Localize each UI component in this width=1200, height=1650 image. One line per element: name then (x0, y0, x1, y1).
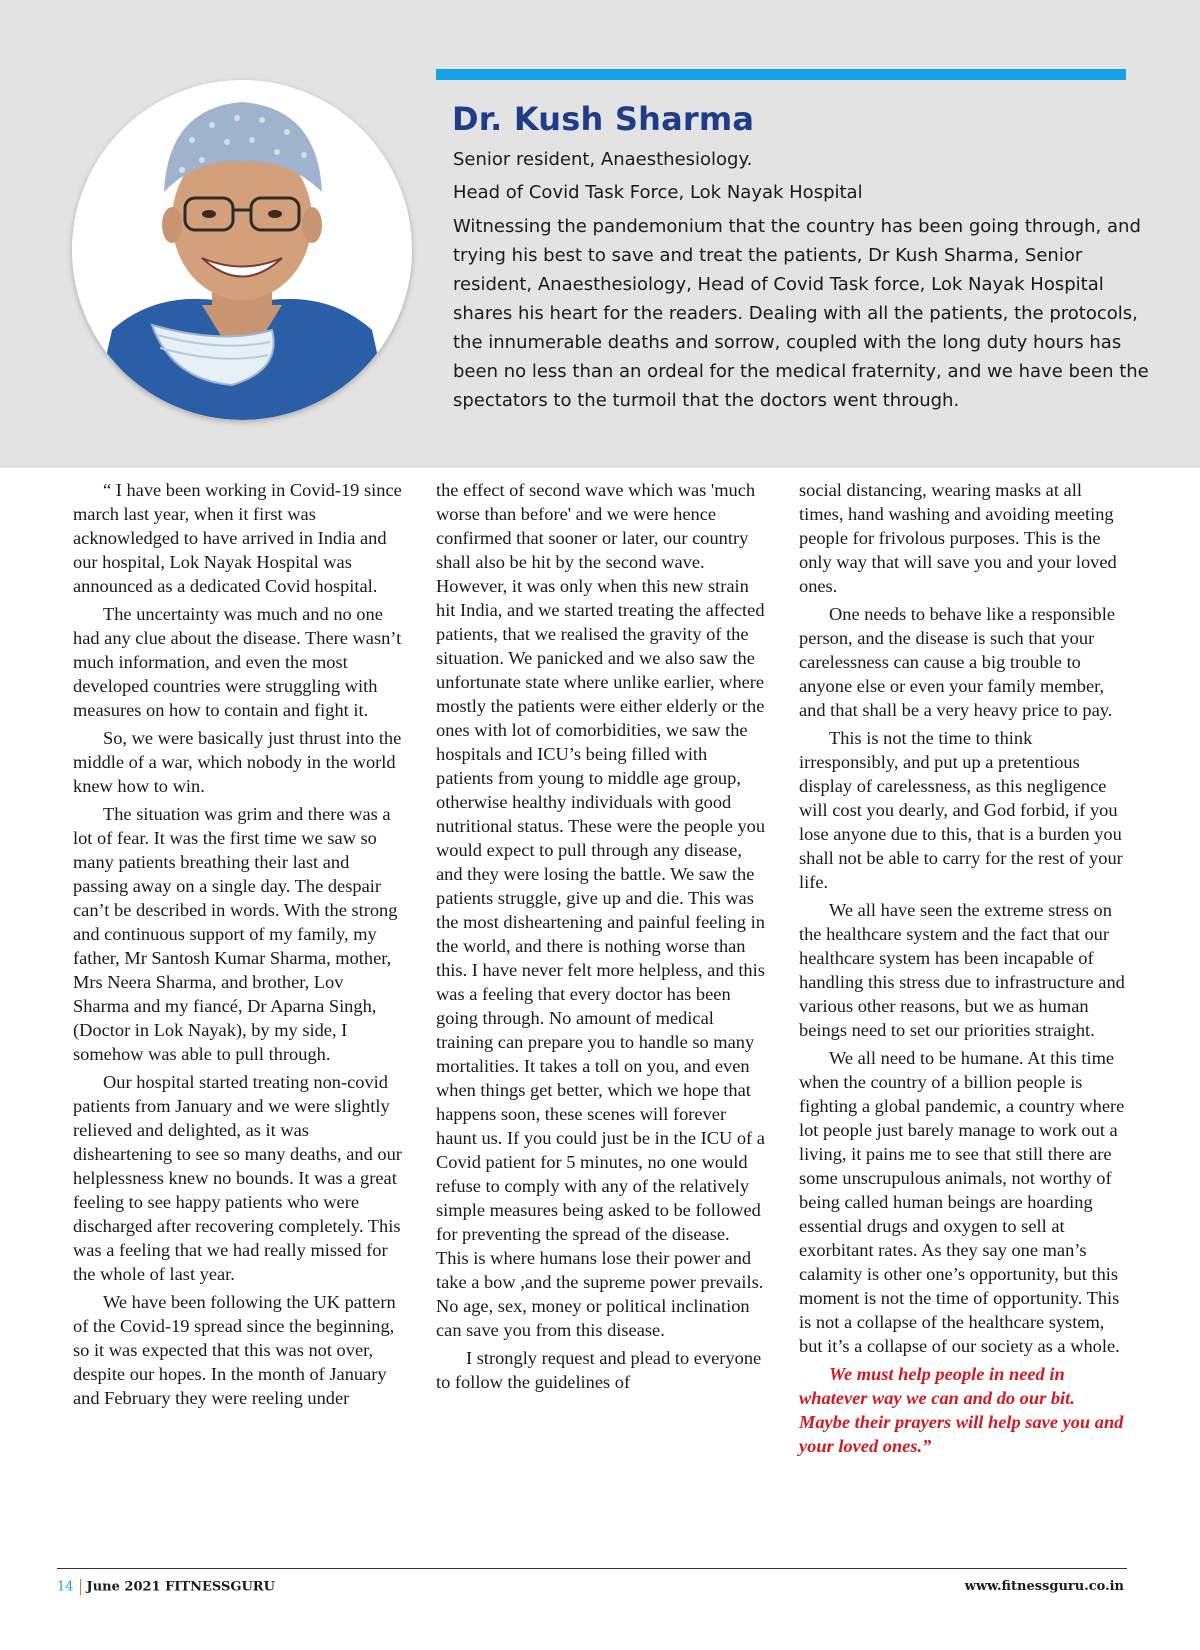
article-paragraph: The situation was grim and there was a lot of fear. It was the first time we saw so many patients breathing their last and passing away on a single day. The despair can’t be described in words. With the strong and continuous support of my family, my father, Mr Santosh Kumar Sharma, mother, Mrs Neera Sharma, and brother, Lov Sharma and my fiancé, Dr Aparna Singh, (Doctor in Lok Nayak), by my side, I somehow was able to pull through. (73, 804, 398, 1064)
doctor-portrait-photo (72, 80, 412, 420)
footer-issue-info (57, 1579, 275, 1595)
article-paragraph: social distancing, wearing masks at all times, hand washing and avoiding meeting people for frivolous purposes. This is the only way that will save you and your loved ones. (799, 480, 1117, 596)
article-paragraph: So, we were basically just thrust into the middle of a war, which nobody in the world knew how to win. (73, 728, 402, 796)
footer-rule (57, 1568, 1127, 1569)
role-line-2: Head of Covid Task Force, Lok Nayak Hospital (453, 182, 863, 203)
role-line-1: Senior resident, Anaesthesiology. (453, 149, 753, 170)
closing-quote: We must help people in need in whatever way we can and do our bit. Maybe their prayers will help save you and your loved ones.” (799, 1364, 1124, 1456)
article-paragraph: We have been following the UK pattern of the Covid-19 spread since the beginning, so it was expected that this was not over, despite our hopes. In the month of January and February they were reeling under (73, 1292, 396, 1408)
article-paragraph: One needs to behave like a responsible person, and the disease is such that your carelessness can cause a big trouble to anyone else or even your family member, and that shall be a very heavy price to pay. (799, 604, 1115, 720)
article-column-1 (73, 478, 403, 1414)
article-paragraph: We all need to be humane. At this time when the country of a billion people is fighting a global pandemic, a country where lot people just barely manage to work out a living, it pains me to see that still there are some unscrupulous animals, not worthy of being called human beings are hoarding essential drugs and oxygen to sell at exorbitant rates. As they say one man’s calamity is other one’s opportunity, but this moment is not the time of opportunity. This is not a collapse of the healthcare system, but it’s a collapse of our society as a whole. (799, 1048, 1125, 1356)
website-url: www.fitnessguru.co.in (964, 1579, 1124, 1594)
page-number: 14 (57, 1579, 74, 1595)
intro-paragraph: Witnessing the pandemonium that the country has been going through, and trying his best to save and treat the patients, Dr Kush Sharma, Senior resident, Anaesthesiology, Head of Covid Task force, Lok Nayak Hospital shares his heart for the readers. Dealing with all the patients, the protocols, the innumerable deaths and sorrow, coupled with the long duty hours has been no less than an ordeal for the medical fraternity, and we have been the spectators to the turmoil that the doctors went through. (453, 216, 1149, 411)
footer-separator (80, 1579, 81, 1595)
article-paragraph: Our hospital started treating non-covid patients from January and we were slightly relieved and delighted, as it was disheartening to see so many deaths, and our helplessness knew no bounds. It was a great feeling to see happy patients who were discharged after recovering completely. This was a feeling that we had really missed for the whole of last year. (73, 1072, 402, 1284)
article-paragraph: We all have seen the extreme stress on the healthcare system and the fact that our healthcare system has been incapable of handling this stress due to infrastructure and various other reasons, but we as human beings need to set our priorities straight. (799, 900, 1125, 1040)
issue-label: June 2021 FITNESSGURU (86, 1579, 275, 1595)
accent-bar (436, 69, 1126, 80)
doctor-name: Dr. Kush Sharma (452, 100, 755, 138)
article-paragraph: This is not the time to think irresponsibly, and put up a pretentious display of carelessness, as this negligence will cost you dearly, and God forbid, if you lose anyone due to this, that is a burden you shall not be able to carry for the rest of your life. (799, 728, 1123, 892)
article-paragraph: I strongly request and plead to everyone to follow the guidelines of (436, 1348, 762, 1392)
article-column-3 (799, 478, 1129, 1462)
article-paragraph: The uncertainty was much and no one had any clue about the disease. There wasn’t much information, and even the most developed countries were struggling with measures on how to contain and fight it. (73, 604, 402, 720)
article-paragraph: the effect of second wave which was 'much worse than before' and we were hence confirmed that sooner or later, our country shall also be hit by the second wave. However, it was only when this new strain hit India, and we started treating the affected patients, that we realised the gravity of the situation. We panicked and we also saw the unfortunate state where unlike earlier, where mostly the patients were either elderly or the ones with lot of comorbidities, we saw the hospitals and ICU’s being filled with patients from young to middle age group, otherwise healthy individuals with good nutritional status. These were the people you would expect to pull through any disease, and they were losing the battle. We saw the patients struggle, give up and die. This was the most disheartening and painful feeling in the world, and there is nothing worse than this. I have never felt more helpless, and this was a feeling that every doctor has been going through. No amount of medical training can prepare you to handle so many mortalities. It takes a toll on you, and even when things get better, which we hope that happens soon, these scenes will forever haunt us. If you could just be in the ICU of a Covid patient for 5 minutes, no one would refuse to comply with any of the relatively simple measures being asked to be followed for preventing the spread of the disease. This is where humans lose their power and take a bow ,and the supreme power prevails. No age, sex, money or political inclination can save you from this disease. (436, 480, 766, 1340)
article-paragraph: “ I have been working in Covid-19 since march last year, when it first was acknowledged to have arrived in India and our hospital, Lok Nayak Hospital was announced as a dedicated Covid hospital. (73, 480, 402, 596)
article-column-2 (436, 478, 766, 1398)
